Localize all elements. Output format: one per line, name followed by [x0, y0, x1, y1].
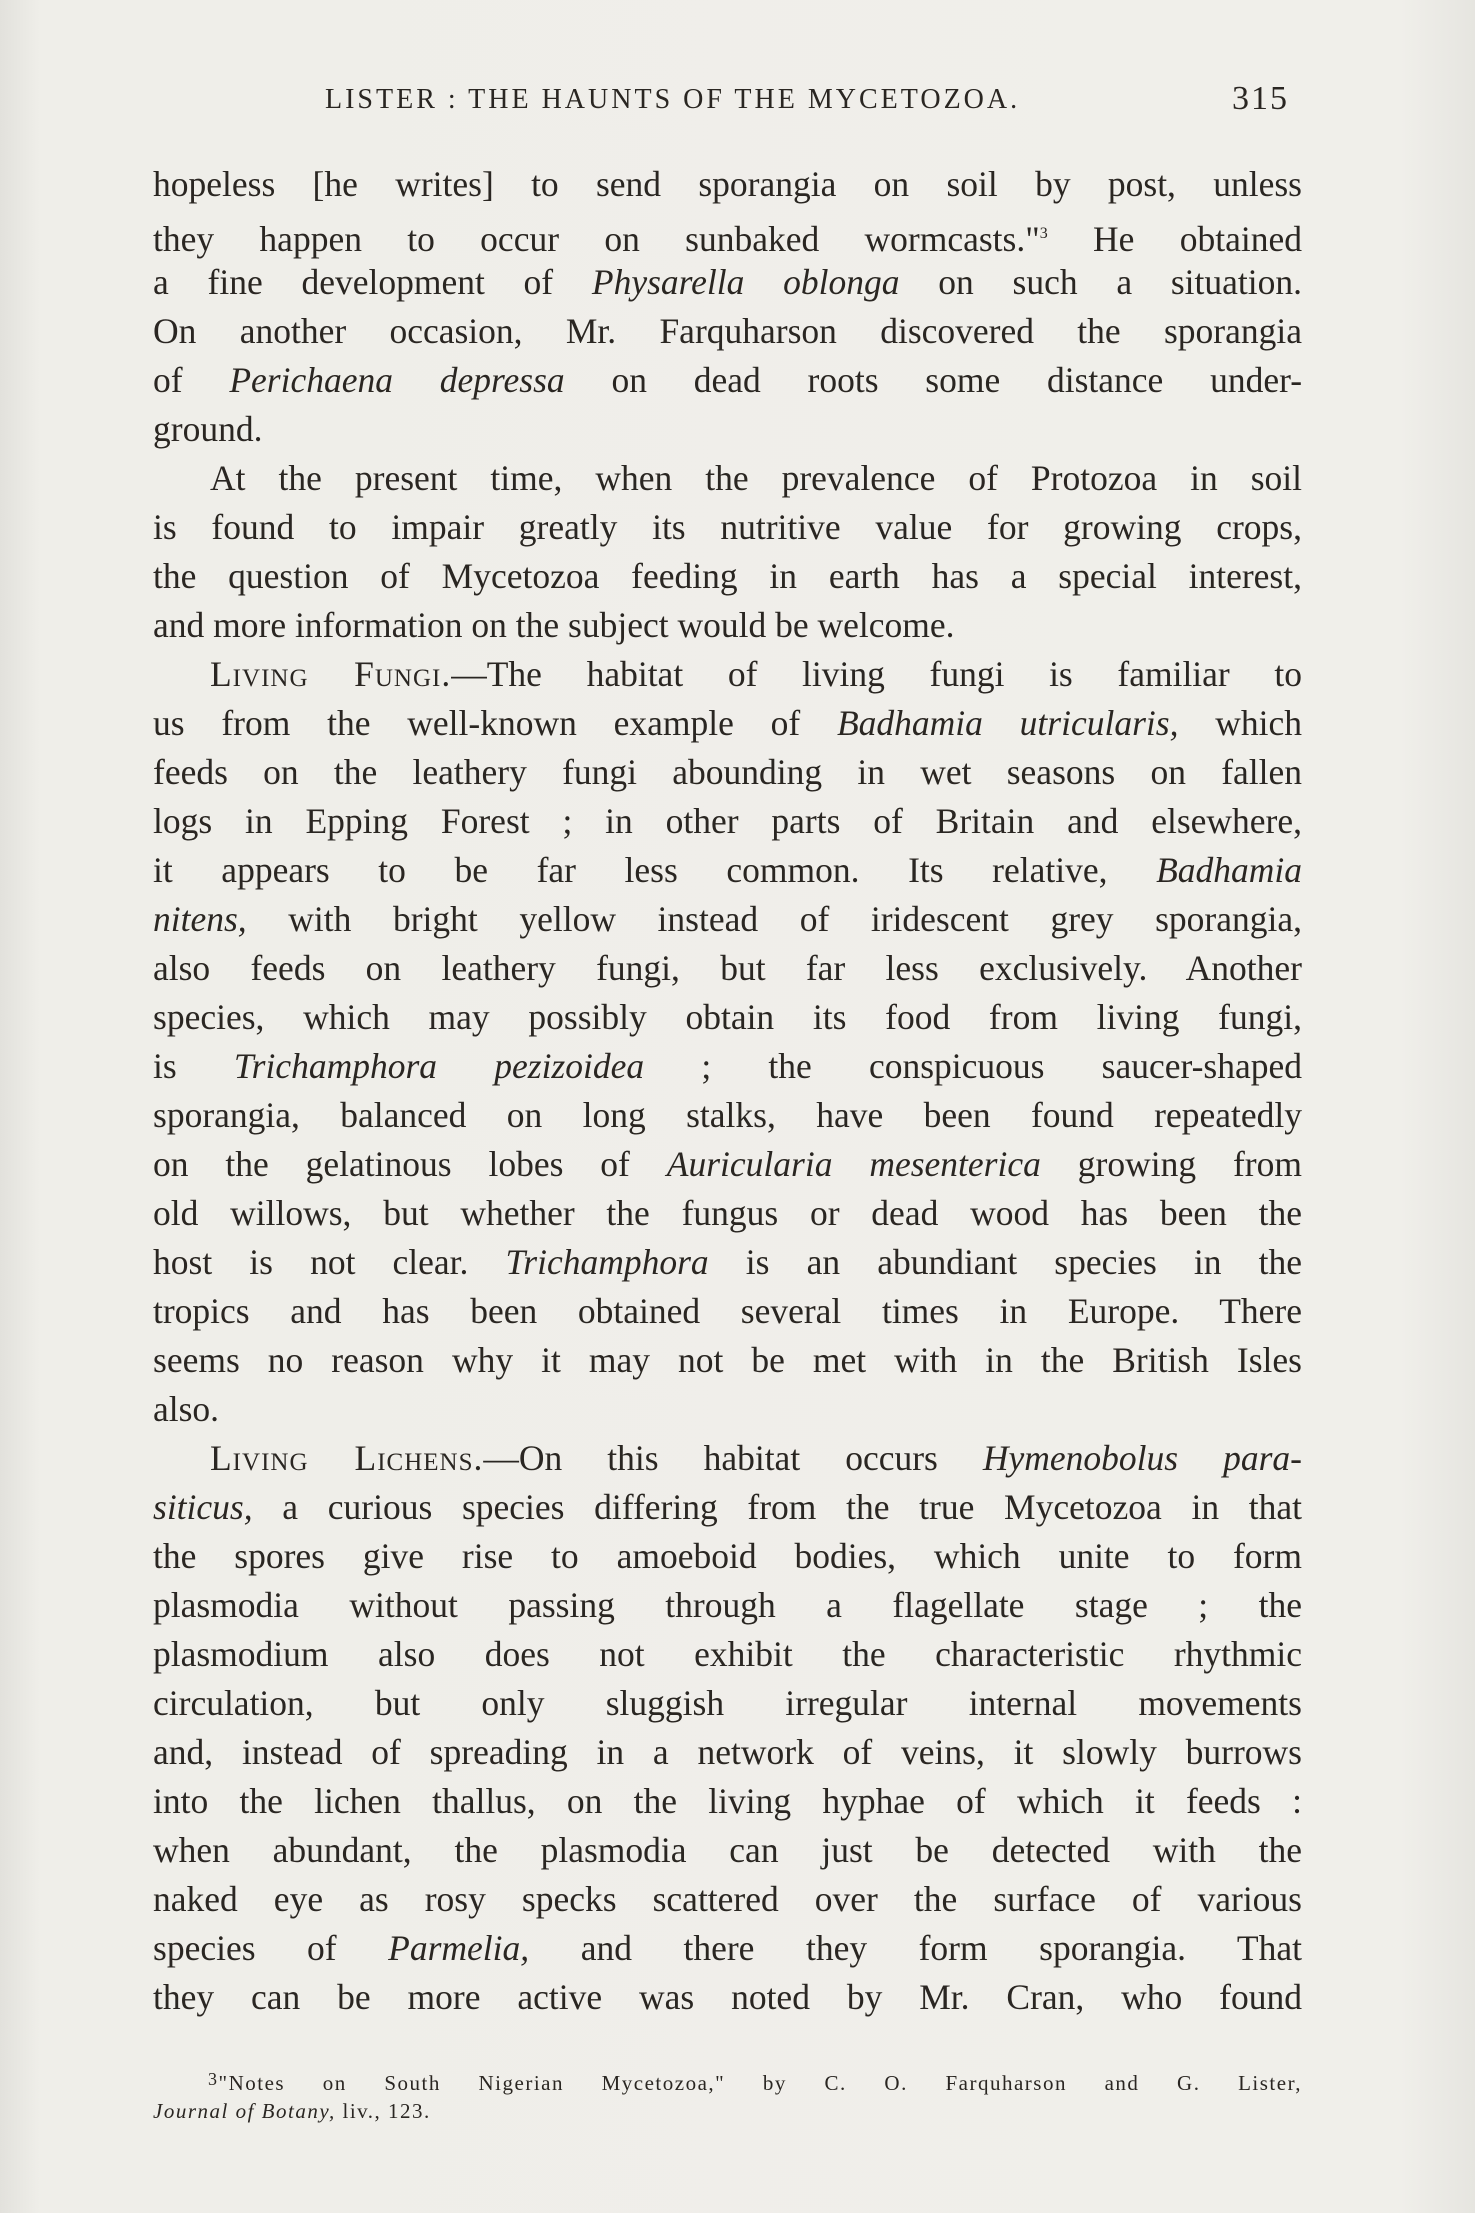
- text-line: they can be more active was noted by Mr. Cran, who found: [153, 1977, 1302, 2017]
- text-line: a fine development of Physarella oblonga on such a situation.: [153, 262, 1302, 302]
- text-line: is found to impair greatly its nutritive value for growing crops,: [153, 507, 1302, 547]
- text-line: plasmodium also does not exhibit the characteristic rhythmic: [153, 1634, 1302, 1674]
- species-name: Parmelia,: [388, 1928, 530, 1968]
- species-name: Physarella oblonga: [591, 262, 900, 302]
- text-line: tropics and has been obtained several times in Europe. There: [153, 1291, 1302, 1331]
- footnote-line: Journal of Botany, liv., 123.: [153, 2099, 431, 2123]
- text-line: also feeds on leathery fungi, but far less exclusively. Another: [153, 948, 1302, 988]
- text-line: sporangia, balanced on long stalks, have been found repeatedly: [153, 1095, 1302, 1135]
- text-line: ground.: [153, 409, 263, 449]
- text-line: Living Fungi.—The habitat of living fungi is familiar to: [210, 654, 1302, 694]
- species-name: Trichamphora: [505, 1242, 709, 1282]
- text-line: host is not clear. Trichamphora is an abundiant species in the: [153, 1242, 1302, 1282]
- text-line: species of Parmelia, and there they form sporangia. That: [153, 1928, 1302, 1968]
- text-line: hopeless [he writes] to send sporangia on soil by post, unless: [153, 164, 1302, 204]
- text-line: old willows, but whether the fungus or dead wood has been the: [153, 1193, 1302, 1233]
- page-number: 315: [1232, 80, 1289, 117]
- text-line: on the gelatinous lobes of Auricularia mesenterica growing from: [153, 1144, 1302, 1184]
- text-line: On another occasion, Mr. Farquharson discovered the sporangia: [153, 311, 1302, 351]
- text-line: Living Lichens.—On this habitat occurs Hymenobolus para-: [210, 1438, 1302, 1478]
- footnote-ref: 3: [1039, 225, 1048, 242]
- text-line: At the present time, when the prevalence of Protozoa in soil: [210, 458, 1302, 498]
- species-name: Hymenobolus para-: [982, 1438, 1302, 1478]
- section-heading: Living Lichens.: [210, 1438, 484, 1478]
- text-line: when abundant, the plasmodia can just be detected with the: [153, 1830, 1302, 1870]
- text-line: of Perichaena depressa on dead roots some distance under-: [153, 360, 1303, 400]
- text-line: circulation, but only sluggish irregular internal movements: [153, 1683, 1302, 1723]
- journal-name: Journal of Botany,: [153, 2099, 336, 2123]
- species-name: Trichamphora pezizoidea: [233, 1046, 645, 1086]
- text-line: and more information on the subject would be welcome.: [153, 605, 955, 645]
- species-name: nitens,: [153, 899, 247, 939]
- section-heading: Living Fungi.: [210, 654, 452, 694]
- species-name: siticus,: [153, 1487, 253, 1527]
- text-line: nitens, with bright yellow instead of iridescent grey sporangia,: [153, 899, 1302, 939]
- text-line: is Trichamphora pezizoidea ; the conspicuous saucer-shaped: [153, 1046, 1302, 1086]
- footnote-line: 3"Notes on South Nigerian Mycetozoa," by C. O. Farquharson and G. Lister,: [208, 2069, 1302, 2095]
- species-name: Auricularia mesenterica: [666, 1144, 1041, 1184]
- footnote-number: 3: [208, 2069, 219, 2089]
- body-text: [153, 160, 1302, 2022]
- footnote: [153, 2069, 1302, 2125]
- text-line: also.: [153, 1389, 220, 1429]
- text-line: it appears to be far less common. Its relative, Badhamia: [153, 850, 1302, 890]
- text-line: plasmodia without passing through a flagellate stage ; the: [153, 1585, 1302, 1625]
- species-name: Badhamia utricularis,: [836, 703, 1179, 743]
- species-name: Badhamia: [1156, 850, 1302, 890]
- text-line: and, instead of spreading in a network of veins, it slowly burrows: [153, 1732, 1302, 1772]
- text-line: the spores give rise to amoeboid bodies, which unite to form: [153, 1536, 1302, 1576]
- running-head: [0, 80, 1475, 120]
- running-title: LISTER : THE HAUNTS OF THE MYCETOZOA.: [325, 84, 1021, 115]
- text-line: they happen to occur on sunbaked wormcasts."$^3$ He obtained: [153, 218, 1302, 259]
- text-line: us from the well-known example of Badhamia utricularis, which: [153, 703, 1302, 743]
- text-line: naked eye as rosy specks scattered over the surface of various: [153, 1879, 1302, 1919]
- text-line: feeds on the leathery fungi abounding in wet seasons on fallen: [153, 752, 1302, 792]
- text-line: into the lichen thallus, on the living hyphae of which it feeds :: [153, 1781, 1302, 1821]
- text-line: species, which may possibly obtain its food from living fungi,: [153, 997, 1302, 1037]
- species-name: Perichaena depressa: [229, 360, 565, 400]
- text-line: seems no reason why it may not be met with in the British Isles: [153, 1340, 1302, 1380]
- text-line: the question of Mycetozoa feeding in earth has a special interest,: [153, 556, 1302, 596]
- text-line: logs in Epping Forest ; in other parts of Britain and elsewhere,: [153, 801, 1302, 841]
- text-line: siticus, a curious species differing from the true Mycetozoa in that: [153, 1487, 1302, 1527]
